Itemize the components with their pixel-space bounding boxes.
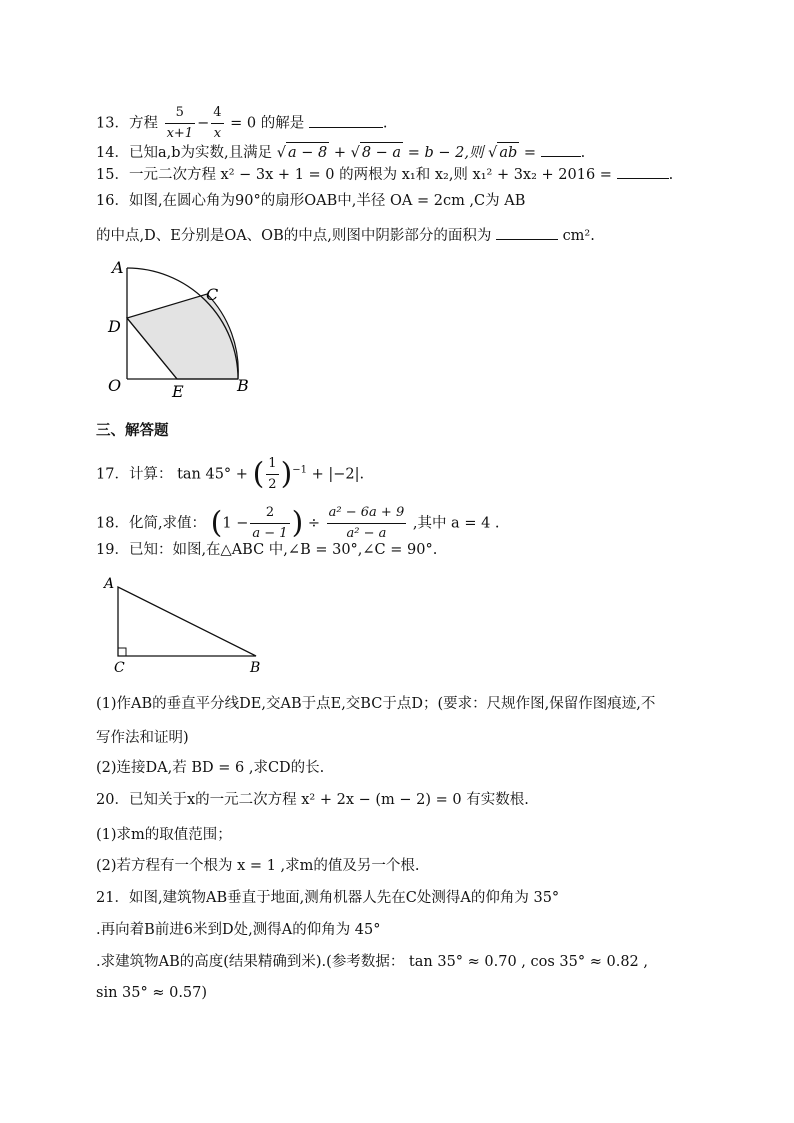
question-21-line-3: .求建筑物AB的高度(结果精确到米).(参考数据： tan 35° ≈ 0.70 , cos 35° ≈ 0.82 , xyxy=(96,954,648,970)
triangle-figure xyxy=(98,570,278,680)
question-14: 14．已知a,b为实数,且满足 √ a − 8 + √ 8 − a = b − 2,则 √ ab = . xyxy=(96,142,585,163)
q14-sqrt-3: ab xyxy=(497,142,519,163)
label-C: C xyxy=(206,285,219,304)
question-21-line-1: 21．如图,建筑物AB垂直于地面,测角机器人先在C处测得A的仰角为 35° xyxy=(96,890,560,906)
question-19-part-1b: 写作法和证明) xyxy=(96,730,189,746)
shaded-region xyxy=(127,294,238,379)
right-angle-mark xyxy=(118,648,126,656)
label-D: D xyxy=(108,317,121,336)
question-21-line-4: sin 35° ≈ 0.57) xyxy=(96,985,208,1001)
q13-minus: − xyxy=(197,115,210,132)
label-B: B xyxy=(237,376,249,395)
sector-figure xyxy=(100,255,270,405)
question-20-part-1: (1)求m的取值范围； xyxy=(96,827,232,843)
label-A: A xyxy=(104,576,115,592)
q16-answer-blank xyxy=(496,225,558,240)
q13-answer-blank xyxy=(309,113,383,128)
q17-fraction: $\frac{1}{2}$ xyxy=(266,454,278,495)
question-13: 13．方程 $\frac{5}{x+1}$ − $\frac{4}{x}$ = 0 的解是 . xyxy=(96,103,387,144)
question-16-line-2: 的中点,D、E分别是OA、OB的中点,则图中阴影部分的面积为 cm². xyxy=(96,225,595,246)
q17-exponent: −1 xyxy=(292,464,308,476)
q16-unit: cm². xyxy=(562,228,595,244)
q18-fraction-2: $\frac{\text{a² − 6a + 9}}{\text{a² − a}}$ xyxy=(327,503,407,544)
question-15: 15．一元二次方程 x² − 3x + 1 = 0 的两根为 x₁和 x₂,则 x₁² + 3x₂ + 2016 = . xyxy=(96,164,673,185)
question-19-line-1: 19．已知：如图,在△ABC 中,∠B = 30°,∠C = 90°. xyxy=(96,542,438,558)
question-18: 18．化简,求值： (1 − $\frac{2}{a - 1}$ ) ÷ $\frac{\text{a² − 6a + 9}}{\text{a² − a}}$ ,其中 a = 4 . xyxy=(96,503,500,544)
question-16-line-1: 16．如图,在圆心角为90°的扇形OAB中,半径 OA = 2cm ,C为 AB xyxy=(96,193,526,209)
q14-sqrt-1: a − 8 xyxy=(286,142,329,163)
question-20-part-2: (2)若方程有一个根为 x = 1 ,求m的值及另一个根. xyxy=(96,858,420,874)
q14-sqrt-2: 8 − a xyxy=(360,142,403,163)
q18-fraction-1: $\frac{2}{a - 1}$ xyxy=(250,503,289,544)
question-19-part-2: (2)连接DA,若 BD = 6 ,求CD的长. xyxy=(96,760,325,776)
q17-rest: + |−2|. xyxy=(311,466,365,483)
label-B: B xyxy=(250,660,261,676)
label-E: E xyxy=(172,382,184,401)
label-O: O xyxy=(108,376,122,395)
q17-tan: tan 45° + xyxy=(177,466,248,483)
label-A: A xyxy=(112,258,124,277)
q13-fraction-2: $\frac{4}{x}$ xyxy=(211,103,223,144)
q14-text-b: = b − 2,则 xyxy=(407,145,484,161)
q13-fraction-1: $\frac{5}{x+1}$ xyxy=(165,103,196,144)
section-3-title: 三、解答题 xyxy=(96,423,169,439)
q18-suffix: ,其中 a = 4 . xyxy=(412,515,500,532)
question-19-part-1a: (1)作AB的垂直平分线DE,交AB于点E,交BC于点D；(要求：尺规作图,保留作图痕迹,不 xyxy=(96,696,656,712)
triangle-ABC xyxy=(118,587,256,656)
q15-answer-blank xyxy=(617,164,669,179)
q15-text: 15．一元二次方程 x² − 3x + 1 = 0 的两根为 x₁和 x₂,则 x₁² + 3x₂ + 2016 = xyxy=(96,167,612,183)
label-C: C xyxy=(114,660,125,676)
q13-suffix: = 0 的解是 xyxy=(230,115,305,132)
question-17: 17．计算： tan 45° + ( $\frac{1}{2}$ )$^{-1}$ + |−2|. xyxy=(96,454,364,495)
question-21-line-2: .再向着B前进6米到D处,测得A的仰角为 45° xyxy=(96,922,381,938)
q14-answer-blank xyxy=(541,142,581,157)
q13-prefix: 13．方程 xyxy=(96,115,158,132)
q14-text-a: 14．已知a,b为实数,且满足 xyxy=(96,145,273,161)
question-20-line-1: 20．已知关于x的一元二次方程 x² + 2x − (m − 2) = 0 有实数根. xyxy=(96,792,529,808)
